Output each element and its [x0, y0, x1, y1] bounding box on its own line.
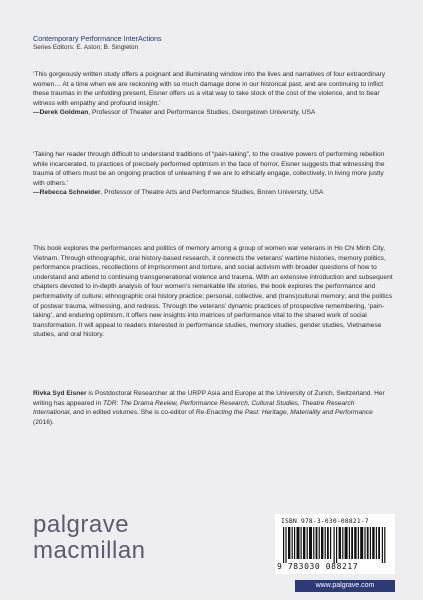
isbn-label: ISBN 978-3-030-08821-7	[281, 518, 369, 525]
quote-attribution	[33, 108, 393, 118]
series-title: Contemporary Performance InterActions	[33, 34, 162, 43]
isbn-barcode	[275, 514, 395, 574]
quote-affiliation: , Professor of Theater and Performance Studies, Georgetown University, USA	[88, 109, 316, 117]
website-banner[interactable]	[295, 580, 395, 592]
endorsement-quote-2	[33, 150, 393, 198]
logo-line-1: palgrave	[33, 511, 130, 538]
quote-text: ‘Taking her reader through difficult to understand traditions of “pain-taking”, to the creative powers of performing rebellion while incarcerated, to practices of precisely performed optimism in the face of horror, Eisner suggests that witnessing the trauma of others must be an ongoing practice of unlearning if we are to ethically engage, collectively, in living more justly with others.’	[33, 151, 385, 187]
description-text: This book explores the performances and politics of memory among a group of women war veterans in Ho Chi Minh City, Vietnam. Through ethnographic, oral history-based research, it connects the veterans’ wartime histories, memory politics, performance practices, recollections of imprisonment and torture, and social activism with broader questions of how to understand and attend to continuing transgenerational violence and trauma. With an extensive introduction and subsequent chapters devoted to in-depth analysis of four women’s remarkable life stories, the book explores the performance and performativity of culture; ethnographic oral history practice; personal, collective, and (trans)cultural memory; and the politics of postwar trauma, witnessing, and redress. Through the veterans’ dynamic practices of prospective remembering, ‘pain-taking’, and enduring optimism, it offers new insights into matrices of performance vital to the shared work of social transformation. It will appeal to readers interested in performance studies, memory studies, gender studies, Vietnamese studies, and oral history.	[33, 245, 393, 339]
bio-text-part: is Postdoctoral Researcher at the URPP Asia and Europe at the University of Zurich, Switzerland. Her writing has appeared in	[33, 390, 385, 407]
book-description	[33, 244, 395, 340]
endorsement-quote-1	[33, 70, 393, 118]
bio-text-part: (2016).	[33, 418, 54, 426]
series-info	[33, 34, 393, 52]
website-link[interactable]: www.palgrave.com	[315, 582, 375, 589]
barcode-digits: 9 783030 088217	[277, 562, 359, 571]
quote-attribution	[33, 188, 393, 198]
bio-journals: TDR: The Drama Review, Performance Research, Cultural Studies, Theatre Research International	[33, 399, 355, 417]
quote-author: —Derek Goldman	[33, 109, 89, 117]
series-editors: Series Editors: E. Aston; B. Singleton	[33, 44, 139, 51]
quote-author: —Rebecca Schneider	[33, 189, 101, 197]
bio-text-part: , and in edited volumes. She is co-editor of	[69, 409, 196, 417]
author-bio	[33, 389, 393, 427]
bio-book-title: Re-Enacting the Past: Heritage, Materiality and Performance	[195, 409, 373, 417]
quote-affiliation: , Professor of Theatre Arts and Performance Studies, Brown University, USA	[100, 189, 324, 197]
author-name: Rivka Syd Eisner	[33, 390, 87, 397]
barcode-icon	[283, 527, 387, 563]
logo-line-2: macmillan	[33, 537, 146, 564]
bio-text	[33, 389, 393, 427]
quote-text: ‘This gorgeously written study offers a poignant and illuminating window into the lives and narratives of four extraordinary women… At a time when we are reckoning with so much damage done in our historical past, and are continuing to inflict these traumas in the unfolding present, Eisner offers us a vital way to take stock of the cost of the violence, and to bear witness with empathy and profound insight.’	[33, 71, 386, 107]
palgrave-macmillan-logo	[33, 512, 146, 564]
